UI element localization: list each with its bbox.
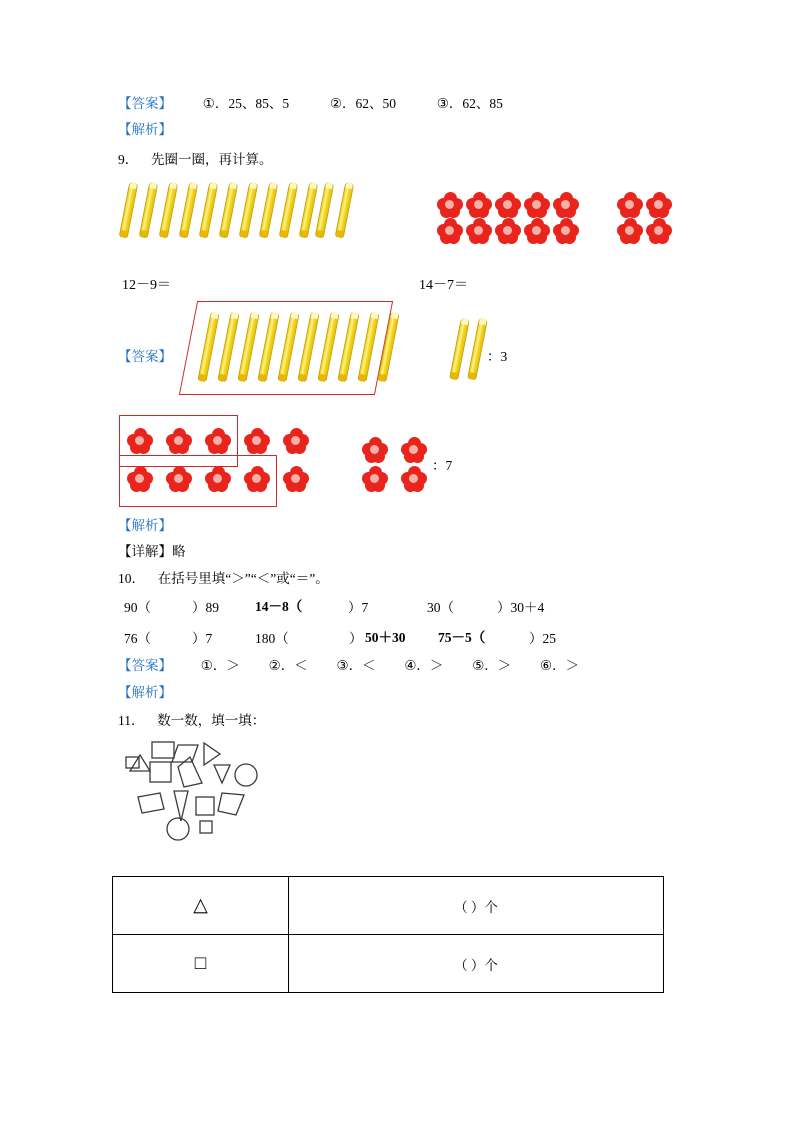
q8-answer-item-2: ②．62、50	[329, 96, 396, 111]
answer-tag: 【答案】	[118, 658, 172, 673]
q10-answer-1: ①．＞	[200, 658, 240, 673]
stick	[119, 182, 139, 239]
stick	[335, 182, 355, 239]
q10-number: 10．	[118, 571, 145, 586]
q8-answer-item-3: ③．62、85	[436, 96, 503, 111]
q11-shapes-illustration	[118, 735, 298, 845]
q10-answer-row	[118, 657, 579, 675]
stick	[139, 182, 159, 239]
table-row	[113, 877, 664, 935]
q10-row-2-item-2-left: 180（	[255, 631, 289, 646]
stick	[199, 182, 219, 239]
flower	[495, 218, 521, 244]
q10-row-2-item-3-right: ）25	[529, 631, 556, 646]
flower	[437, 218, 463, 244]
flower	[283, 428, 309, 454]
q10-row-1-item-1-left: 90（	[124, 600, 151, 615]
flower	[401, 437, 427, 463]
flower	[617, 218, 643, 244]
q11-title-row	[118, 712, 265, 730]
table-row	[113, 935, 664, 993]
flower	[524, 192, 550, 218]
stick	[467, 318, 488, 381]
flower	[244, 466, 270, 492]
flower	[283, 466, 309, 492]
table-cell-shape-square	[113, 935, 289, 993]
stick	[219, 182, 239, 239]
flower	[524, 218, 550, 244]
flower	[617, 192, 643, 218]
q9-expression-left: 12－9＝	[122, 278, 171, 293]
stick	[449, 318, 470, 381]
q10-row-2-item-3-left: 75－5（	[438, 630, 486, 645]
q9-result-left: ：3	[487, 349, 508, 364]
flower	[553, 218, 579, 244]
table-cell-count-triangle: （ ）个	[289, 877, 664, 935]
q10-analysis-tag: 【解析】	[118, 685, 172, 700]
q10-row-1-item-3-left: 30（	[427, 600, 454, 615]
q10-answer-4: ④．＞	[404, 658, 444, 673]
triangle-icon: △	[193, 895, 208, 916]
q9-result-right: ：7	[432, 458, 453, 473]
q11-count-table	[112, 876, 664, 993]
q11-title: 数一数，填一填：	[157, 713, 266, 728]
q9-number: 9．	[118, 152, 139, 167]
q10-row-2-item-1-right: ）7	[192, 631, 213, 646]
q10-row-1-item-1-right: ）89	[192, 600, 219, 615]
q8-answer-item-1: ①．25、85、5	[202, 96, 290, 111]
flower	[466, 192, 492, 218]
flower	[127, 466, 153, 492]
flower	[205, 428, 231, 454]
flower	[362, 466, 388, 492]
q9-detail: 【详解】略	[118, 544, 186, 559]
q10-row-1-item-3-right: ）30＋4	[497, 600, 545, 615]
q10-row-2-item-2-value: 50＋30	[365, 630, 406, 645]
analysis-tag: 【解析】	[118, 122, 172, 137]
stick	[259, 182, 279, 239]
flower	[205, 466, 231, 492]
flower	[244, 428, 270, 454]
q10-title-row	[118, 570, 329, 588]
q10-title: 在括号里填“＞”“＜”或“＝”。	[157, 571, 329, 586]
q8-analysis-row	[118, 121, 172, 139]
q10-row-2-item-2-right-paren: ）	[349, 631, 363, 646]
flower	[166, 466, 192, 492]
stick	[159, 182, 179, 239]
flower	[362, 437, 388, 463]
q11-number: 11．	[118, 713, 145, 728]
stick	[239, 182, 259, 239]
table-cell-count-square: （ ）个	[289, 935, 664, 993]
stick	[179, 182, 199, 239]
table-cell-shape-triangle	[113, 877, 289, 935]
flower	[646, 192, 672, 218]
q9-title: 先圈一圈，再计算。	[151, 152, 273, 167]
flower	[401, 466, 427, 492]
flower	[437, 192, 463, 218]
q10-row-1-item-2-right: ）7	[348, 600, 369, 615]
stick	[315, 182, 335, 239]
q9-expression-right: 14－7＝	[419, 278, 468, 293]
q9-analysis-tag: 【解析】	[118, 518, 172, 533]
q10-answer-6: ⑥．＞	[540, 658, 580, 673]
flower	[495, 192, 521, 218]
q9-title-row	[118, 151, 273, 169]
square-icon: □	[194, 952, 207, 974]
q10-answer-5: ⑤．＞	[472, 658, 512, 673]
q10-row-1-item-2-left: 14－8（	[255, 599, 303, 614]
q10-answer-2: ②．＜	[268, 658, 308, 673]
answer-tag: 【答案】	[118, 96, 172, 111]
q8-answer-row	[118, 95, 503, 113]
flower	[166, 428, 192, 454]
stick	[279, 182, 299, 239]
flower	[646, 218, 672, 244]
flower	[127, 428, 153, 454]
q10-answer-3: ③．＜	[336, 658, 376, 673]
q9-answer-tag: 【答案】	[118, 349, 172, 364]
flower	[466, 218, 492, 244]
q10-row-2-item-1-left: 76（	[124, 631, 151, 646]
flower	[553, 192, 579, 218]
